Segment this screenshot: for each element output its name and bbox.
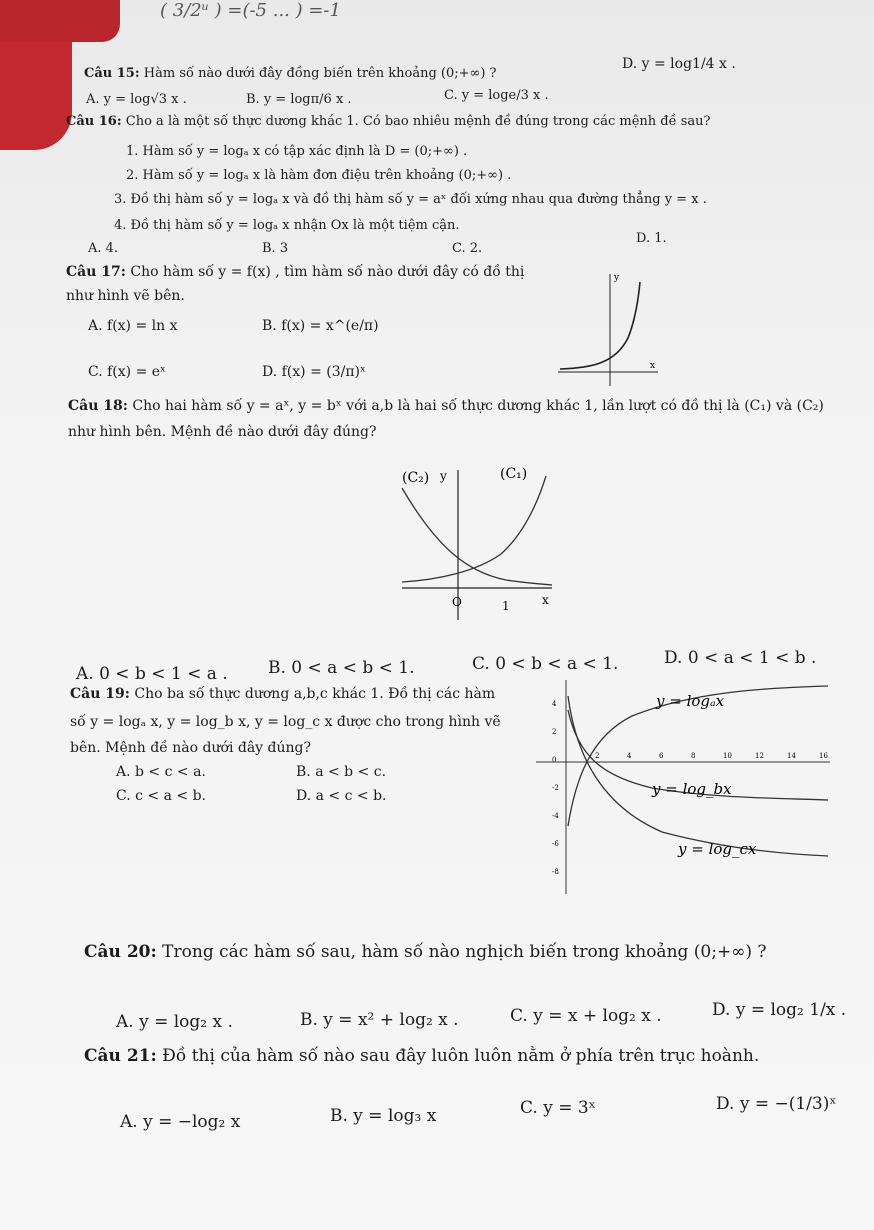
q17-label: Câu 17: [66, 264, 126, 280]
q18-label: Câu 18: [68, 398, 128, 414]
q19-option-b: B. a < b < c. [296, 764, 387, 780]
q16-option-a: A. 4. [88, 241, 119, 256]
q21-option-b: B. y = log₃ x [330, 1106, 437, 1126]
q16-text: Cho a là một số thực dương khác 1. Có bao nhiêu mệnh đề đúng trong các mệnh đề sau? [125, 114, 711, 129]
q18-text: Cho hai hàm số y = aˣ, y = bˣ với a,b là hai số thực dương khác 1, lần lượt có đồ thị là (C₁) và (C₂) [132, 398, 824, 414]
q16-option-d: D. 1. [636, 231, 667, 246]
q17-option-b: B. f(x) = x^(e/π) [262, 318, 379, 334]
q18-option-c: C. 0 < b < a < 1. [472, 654, 619, 674]
q19-y-tick-label: 0 [552, 756, 557, 764]
q16-label: Câu 16: [66, 114, 122, 129]
q18-curve-c2 [402, 488, 552, 585]
q19-x-tick-label: 6 [659, 752, 664, 760]
q16-item-1: 1. Hàm số y = logₐ x có tập xác định là D = (0;+∞) . [126, 144, 468, 159]
q18-question [68, 398, 824, 414]
q20-option-a: A. y = log₂ x . [116, 1012, 233, 1032]
q19-label: Câu 19: [70, 686, 130, 702]
q17-x-label: x [650, 361, 656, 371]
q16-option-c: C. 2. [452, 241, 483, 256]
handwritten-scribble: ( 3/2ᵘ ) =(-5 ... ) =-1 [160, 0, 341, 21]
q17-option-c: C. f(x) = eˣ [88, 364, 166, 380]
q19-label-log-a: y = logₐx [656, 692, 725, 710]
q19-y-tick-label: 2 [552, 728, 557, 736]
q20-text: Trong các hàm số sau, hàm số nào nghịch biến trong khoảng (0;+∞) ? [162, 942, 767, 962]
q17-y-label: y [614, 273, 620, 283]
q17-text: Cho hàm số y = f(x) , tìm hàm số nào dưới đây có đồ thị [130, 264, 525, 280]
q19-x-tick-label: 4 [627, 752, 632, 760]
q15-option-c: C. y = loge/3 x . [444, 88, 549, 103]
q17-text-2: như hình vẽ bên. [66, 288, 185, 304]
q15-option-d: D. y = log1/4 x . [622, 56, 736, 72]
q21-text: Đồ thị của hàm số nào sau đây luôn luôn nằm ở phía trên trục hoành. [162, 1046, 760, 1066]
q18-graph [396, 464, 556, 622]
q18-origin-label: O [452, 595, 462, 609]
q19-option-c: C. c < a < b. [116, 788, 206, 804]
q20-label: Câu 20: [84, 942, 157, 962]
q18-y-label: y [440, 469, 447, 483]
q18-option-d: D. 0 < a < 1 < b . [664, 648, 817, 668]
q16-item-4: 4. Đồ thị hàm số y = logₐ x nhận Ox là một tiệm cận. [114, 218, 460, 233]
q18-curve-c1 [402, 476, 546, 582]
q15-question [84, 66, 497, 81]
q19-curve-log-c [568, 696, 828, 856]
q16-item-3: 3. Đồ thị hàm số y = logₐ x và đồ thị hàm số y = aˣ đối xứng nhau qua đường thẳng y = x . [114, 192, 707, 207]
q21-option-d: D. y = −(1/3)ˣ [716, 1094, 837, 1114]
q19-y-tick-label: -4 [552, 812, 559, 820]
q19-text: Cho ba số thực dương a,b,c khác 1. Đồ thị các hàm [134, 686, 496, 702]
q15-label: Câu 15: [84, 66, 140, 81]
q17-question [66, 264, 524, 280]
q19-x-tick-label: 8 [691, 752, 696, 760]
q19-y-tick-label: 4 [552, 700, 557, 708]
q20-option-c: C. y = x + log₂ x . [510, 1006, 662, 1026]
q17-graph [550, 268, 660, 388]
q15-option-a: A. y = log√3 x . [86, 92, 187, 107]
q19-x-tick-label: 16 [819, 752, 828, 760]
q19-y-tick-label: -2 [552, 784, 559, 792]
q19-x-tick-label: 10 [723, 752, 732, 760]
q18-option-a: A. 0 < b < 1 < a . [76, 664, 228, 684]
q20-option-b: B. y = x² + log₂ x . [300, 1010, 459, 1030]
q21-option-c: C. y = 3ˣ [520, 1098, 596, 1118]
q19-option-d: D. a < c < b. [296, 788, 387, 804]
q18-option-b: B. 0 < a < b < 1. [268, 658, 415, 678]
q20-option-d: D. y = log₂ 1/x . [712, 1000, 847, 1020]
q19-question [70, 686, 495, 702]
q21-label: Câu 21: [84, 1046, 157, 1066]
q19-graph [522, 676, 832, 896]
q21-option-a: A. y = −log₂ x [120, 1112, 241, 1132]
q17-curve [560, 282, 640, 369]
q17-option-d: D. f(x) = (3/π)ˣ [262, 364, 366, 380]
q19-label-log-c: y = log_cx [678, 840, 757, 858]
red-binder-top [0, 0, 120, 42]
q19-x-tick-label: 2 [595, 752, 600, 760]
q19-option-a: A. b < c < a. [116, 764, 206, 780]
q17-option-a: A. f(x) = ln x [88, 318, 178, 334]
q19-y-tick-label: -6 [552, 840, 559, 848]
q19-x-tick-label: 14 [787, 752, 796, 760]
q16-question [66, 114, 711, 129]
q19-y-tick-label: -8 [552, 868, 559, 876]
q19-label-log-b: y = log_bx [652, 780, 732, 798]
q18-one-label: 1 [502, 599, 510, 613]
q15-text: Hàm số nào dưới đây đồng biến trên khoảng (0;+∞) ? [143, 66, 497, 81]
q18-c1-label: (C₁) [500, 466, 528, 482]
q18-text-2: như hình bên. Mệnh đề nào dưới đây đúng? [68, 424, 377, 440]
q18-c2-label: (C₂) [402, 470, 430, 486]
q16-option-b: B. 3 [262, 241, 289, 256]
q19-x-tick-label: 12 [755, 752, 764, 760]
q21-question [84, 1046, 759, 1066]
q16-item-2: 2. Hàm số y = logₐ x là hàm đơn điệu trên khoảng (0;+∞) . [126, 168, 512, 183]
q18-x-label: x [542, 593, 549, 607]
q15-option-b: B. y = logπ/6 x . [246, 92, 352, 107]
q19-text-2: số y = logₐ x, y = log_b x, y = log_c x được cho trong hình vẽ [70, 714, 501, 730]
q19-text-3: bên. Mệnh đề nào dưới đây đúng? [70, 740, 312, 756]
q20-question [84, 942, 767, 962]
